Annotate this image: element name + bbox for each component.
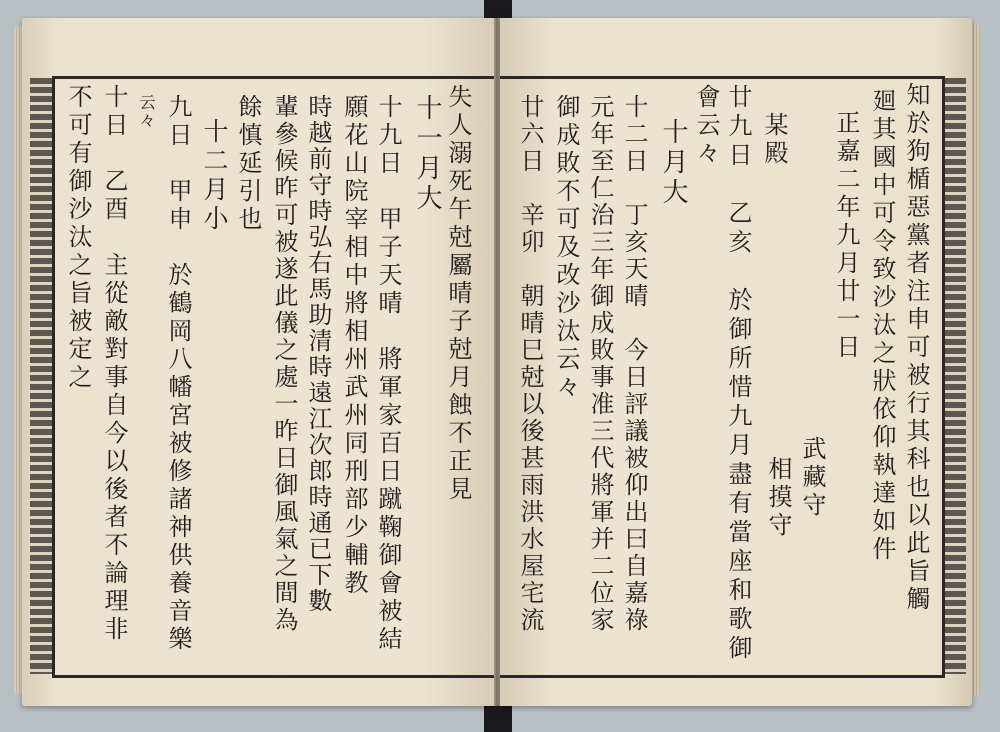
left-col-9: 九日 甲申 於鶴岡八幡宮被修諸神供養音樂 [164, 94, 192, 654]
right-col-7: 廿九日 乙亥 於御所惜九月盡有當座和歌御 [724, 84, 752, 664]
left-col-6: 輩參候昨可被遂此儀之處一昨日御風氣之間為 [270, 94, 298, 634]
right-col-9: 十月大 [658, 118, 688, 208]
open-book [22, 18, 972, 706]
right-col-10: 十二日 丁亥天晴 今日評議被仰出曰自嘉祿 [620, 94, 648, 634]
right-col-5: 相摸守 [764, 456, 792, 540]
right-page-margin-pattern [944, 78, 966, 674]
left-col-3: 十九日 甲子天晴 將軍家百日蹴鞠御會被結 [374, 94, 402, 654]
right-col-4: 武藏守 [798, 436, 826, 520]
left-page [22, 18, 494, 706]
left-page-margin-pattern [30, 78, 52, 674]
left-col-10: 云々 [137, 94, 156, 130]
left-col-7: 餘慎延引也 [234, 94, 262, 234]
left-col-12: 不可有御沙汰之旨被定之 [64, 84, 92, 392]
left-col-11: 十日 乙酉 主從敵對事自今以後者不論理非 [100, 84, 128, 644]
right-page [500, 18, 972, 706]
right-col-12: 御成敗不可及改沙汰云々 [552, 94, 580, 402]
right-col-13: 廿六日 辛卯 朝晴巳尅以後甚雨洪水屋宅流 [516, 94, 544, 634]
right-col-1: 知於狗楯惡黨者注申可被行其科也以此旨觸 [902, 82, 930, 614]
right-col-3: 正嘉二年九月廿一日 [832, 110, 860, 362]
left-col-1: 失人溺死午尅屬晴子尅月蝕不正見 [444, 84, 472, 504]
right-col-2: 廻其國中可令致沙汰之狀依仰執達如件 [868, 88, 896, 564]
right-col-11: 元年至仁治三年御成敗事准三代將軍并二位家 [586, 94, 614, 634]
left-col-4: 願花山院宰相中將相州武州同刑部少輔教 [340, 94, 368, 598]
right-col-6: 某殿 [760, 112, 788, 168]
left-col-2: 十一月大 [412, 94, 442, 214]
right-col-8: 會云々 [692, 84, 720, 168]
left-col-8: 十二月小 [200, 118, 229, 234]
left-col-5: 時越前守時弘右馬助清時遠江次郎時通已下數 [304, 94, 332, 614]
